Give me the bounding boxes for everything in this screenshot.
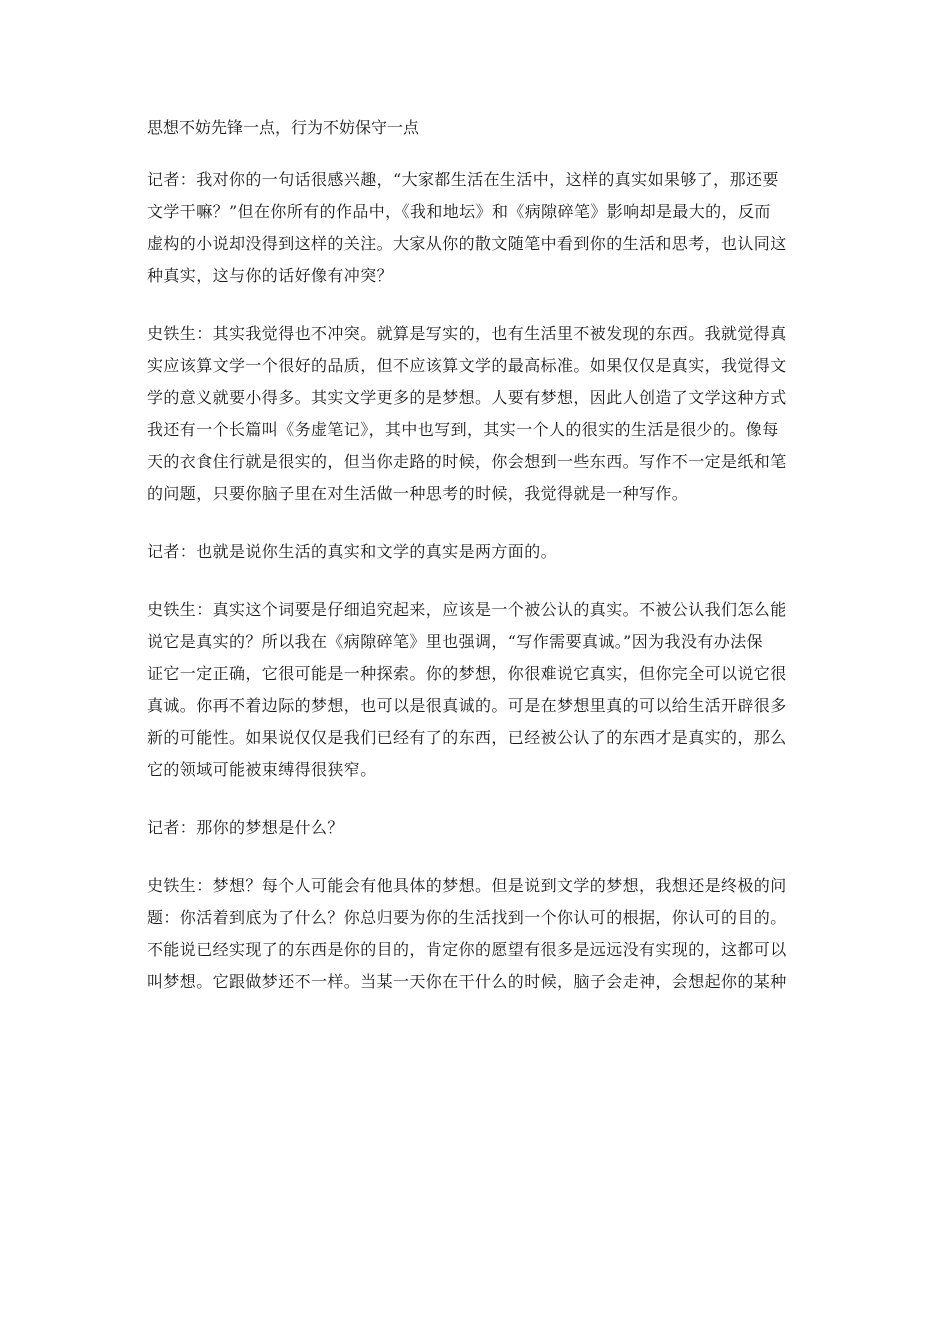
text-line: 我还有一个长篇叫《务虚笔记》，其中也写到，其实一个人的很实的生活是很少的。像每 — [147, 420, 779, 439]
paragraph-shi-1 — [147, 318, 812, 510]
text-line: 种真实，这与你的话好像有冲突？ — [147, 266, 394, 285]
text-line: 实应该算文学一个很好的品质，但不应该算文学的最高标准。如果仅仅是真实，我觉得文 — [147, 356, 787, 375]
text-line: 说它是真实的？所以我在《病隙碎笔》里也强调，“写作需要真诚。”因为我没有办法保 — [147, 632, 763, 651]
paragraph-reporter-1 — [147, 164, 812, 292]
text-line: 的问题，只要你脑子里在对生活做一种思考的时候，我觉得就是一种写作。 — [147, 484, 689, 503]
text-line: 不能说已经实现了的东西是你的目的，肯定你的愿望有很多是远远没有实现的，这都可以 — [147, 940, 787, 959]
text-line: 新的可能性。如果说仅仅是我们已经有了的东西，已经被公认了的东西才是真实的，那么 — [147, 728, 787, 747]
text-line: 记者：那你的梦想是什么？ — [147, 818, 344, 837]
text-line: 记者：我对你的一句话很感兴趣，“大家都生活在生活中，这样的真实如果够了，那还要 — [147, 170, 779, 189]
text-line: 史铁生：梦想？每个人可能会有他具体的梦想。但是说到文学的梦想，我想还是终极的问 — [147, 876, 787, 895]
paragraph-reporter-2 — [147, 536, 812, 568]
text-line: 学的意义就要小得多。其实文学更多的是梦想。人要有梦想，因此人创造了文学这种方式 — [147, 388, 787, 407]
text-line: 记者：也就是说你生活的真实和文学的真实是两方面的。 — [147, 542, 558, 561]
text-line: 证它一定正确，它很可能是一种探索。你的梦想，你很难说它真实，但你完全可以说它很 — [147, 664, 787, 683]
text-line: 虚构的小说却没得到这样的关注。大家从你的散文随笔中看到你的生活和思考，也认同这 — [147, 234, 787, 253]
paragraph-shi-2 — [147, 594, 812, 786]
document-page — [147, 118, 812, 1024]
paragraph-shi-3 — [147, 870, 812, 998]
text-line: 真诚。你再不着边际的梦想，也可以是很真诚的。可是在梦想里真的可以给生活开辟很多 — [147, 696, 787, 715]
article-title: 思想不妨先锋一点，行为不妨保守一点 — [147, 118, 420, 137]
text-line: 天的衣食住行就是很实的，但当你走路的时候，你会想到一些东西。写作不一定是纸和笔 — [147, 452, 787, 471]
text-line: 史铁生：其实我觉得也不冲突。就算是写实的，也有生活里不被发现的东西。我就觉得真 — [147, 324, 787, 343]
text-line: 它的领域可能被束缚得很狭窄。 — [147, 760, 377, 779]
text-line: 史铁生：真实这个词要是仔细追究起来，应该是一个被公认的真实。不被公认我们怎么能 — [147, 600, 787, 619]
text-line: 题：你活着到底为了什么？你总归要为你的生活找到一个你认可的根据，你认可的目的。 — [147, 908, 787, 927]
text-line: 文学干嘛？”但在你所有的作品中，《我和地坛》和《病隙碎笔》影响却是最大的，反而 — [147, 202, 771, 221]
text-line: 叫梦想。它跟做梦还不一样。当某一天你在干什么的时候，脑子会走神，会想起你的某种 — [147, 972, 787, 991]
paragraph-reporter-3 — [147, 812, 812, 844]
